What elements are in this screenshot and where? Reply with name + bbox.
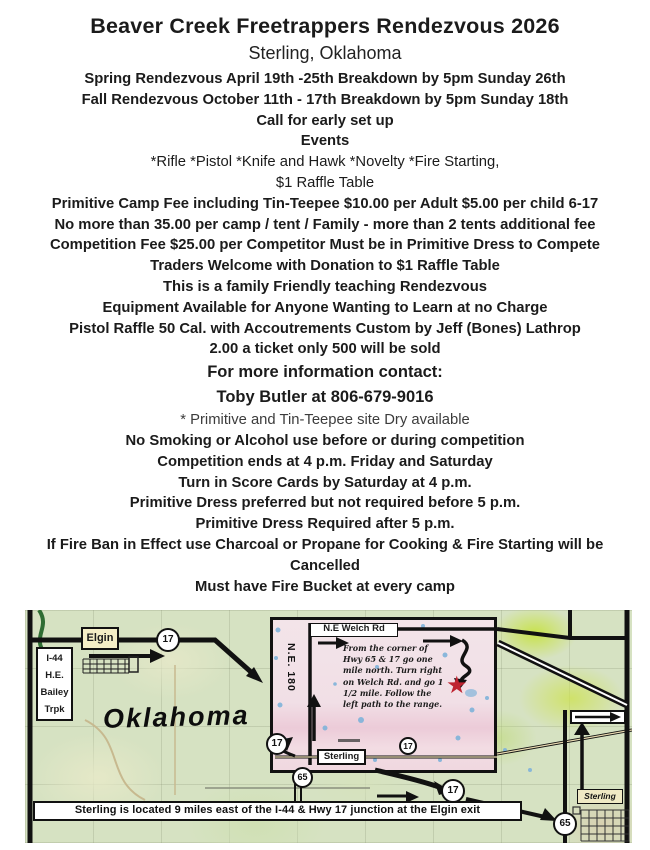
sterling-town-label: Sterling (317, 749, 366, 765)
inset-directions-text: From the corner of Hwy 65 & 17 go one mile north. Turn right on Welch Rd. and go 1 1/2 mile. Follow the left path to the range. (343, 643, 444, 709)
hwy-17-shield: 17 (441, 779, 465, 803)
sterling-town-label: Sterling (577, 789, 623, 804)
i44-turnpike-line: H.E. (45, 670, 64, 681)
oklahoma-state-label: Oklahoma (102, 700, 250, 734)
flyer-line: Spring Rendezvous April 19th -25th Breakdown by 5pm Sunday 26th (84, 71, 566, 87)
flyer-line: $1 Raffle Table (275, 174, 375, 191)
flyer-line: No more than 35.00 per camp / tent / Family - more than 2 tents additional fee (54, 216, 596, 233)
flyer-line: Must have Fire Bucket at every camp (195, 578, 455, 595)
flyer-line: For more information contact: (207, 363, 443, 382)
flyer-line: Fall Rendezvous October 11th - 17th Breakdown by 5pm Sunday 18th (81, 91, 569, 108)
flyer-line: * Primitive and Tin-Teepee site Dry available (180, 412, 470, 429)
flyer-line: Pistol Raffle 50 Cal. with Accoutrements Custom by Jeff (Bones) Lathrop (69, 320, 581, 337)
range-location-star-icon: ★ (446, 672, 468, 699)
hwy-17-shield: 17 (156, 628, 180, 652)
flyer-line: This is a family Friendly teaching Rendezvous (163, 278, 487, 295)
hwy-65-shield: 65 (292, 767, 313, 788)
ne-180-road-label: N.E. 180 (285, 643, 297, 692)
elgin-town-label: Elgin (81, 627, 119, 650)
flyer-line: Primitive Dress Required after 5 p.m. (195, 516, 455, 533)
flyer-line: If Fire Ban in Effect use Charcoal or Propane for Cooking & Fire Starting will be (46, 536, 604, 553)
welch-road-label: N.E Welch Rd (310, 623, 398, 637)
flyer-line: 2.00 a ticket only 500 will be sold (209, 341, 441, 358)
flyer-line: Events (300, 133, 350, 150)
flyer-line: Cancelled (290, 557, 360, 574)
flyer-line: Competition Fee $25.00 per Competitor Must be in Primitive Dress to Compete (49, 237, 601, 254)
flyer-subtitle: Sterling, Oklahoma (248, 43, 402, 63)
i44-turnpike-line: I-44 (46, 653, 63, 664)
flyer-body (0, 69, 650, 597)
flyer-line: Traders Welcome with Donation to $1 Raffle Table (150, 258, 500, 275)
flyer-line: Call for early set up (256, 112, 394, 129)
hwy-65-shield: 65 (553, 812, 577, 836)
flyer-line: Primitive Camp Fee including Tin-Teepee $10.00 per Adult $5.00 per child 6-17 (51, 195, 599, 212)
i44-turnpike-line: Bailey (40, 687, 69, 698)
hwy-17-shield: 17 (399, 737, 417, 755)
hwy-17-shield: 17 (266, 733, 288, 755)
flyer-line: Toby Butler at 806-679-9016 (216, 388, 434, 407)
area-map (25, 610, 632, 843)
i44-turnpike-line: Trpk (44, 704, 65, 715)
flyer-line: Equipment Available for Anyone Wanting to Learn at no Charge (102, 299, 548, 316)
map-caption: Sterling is located 9 miles east of the I-44 & Hwy 17 junction at the Elgin exit (33, 801, 522, 821)
flyer-line: Primitive Dress preferred but not required before 5 p.m. (129, 495, 521, 512)
flyer-line: Competition ends at 4 p.m. Friday and Saturday (157, 453, 493, 470)
flyer-line: *Rifle *Pistol *Knife and Hawk *Novelty *Fire Starting, (150, 154, 500, 171)
flyer-line: No Smoking or Alcohol use before or during competition (125, 432, 525, 449)
small-road-label (338, 739, 360, 742)
i44-turnpike-label (36, 647, 73, 721)
flyer-title: Beaver Creek Freetrappers Rendezvous 2026 (90, 14, 560, 38)
flyer-line: Turn in Score Cards by Saturday at 4 p.m. (178, 474, 472, 491)
